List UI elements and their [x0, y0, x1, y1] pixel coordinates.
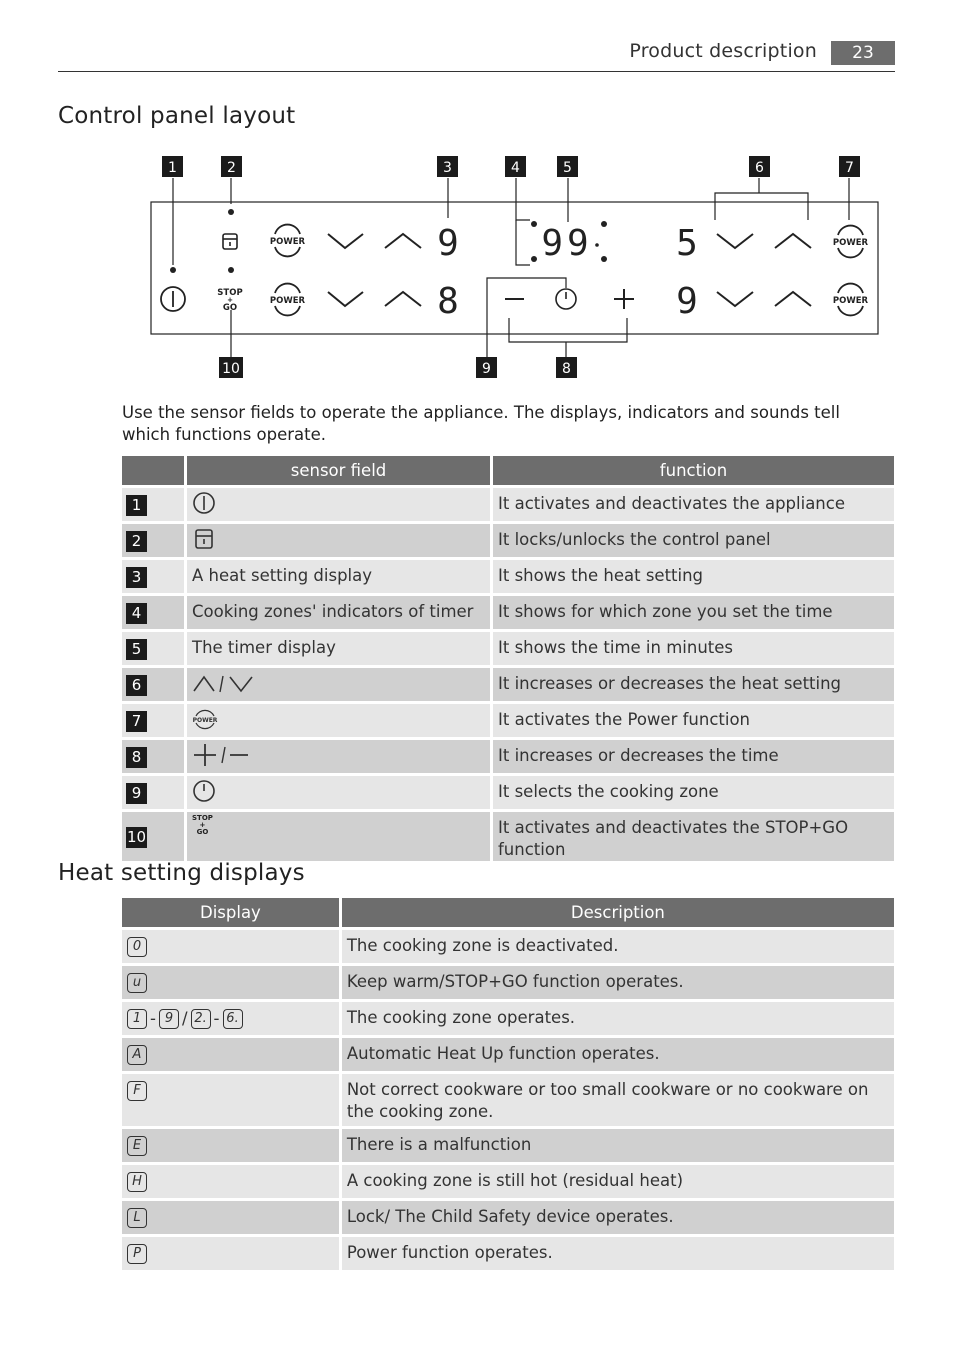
heat-setting-table: [119, 895, 897, 1273]
row-number: 4: [122, 596, 184, 629]
table-row: [122, 524, 894, 557]
display-cell: [122, 1165, 339, 1198]
table-row: [122, 1165, 894, 1198]
display-symbol: 0: [127, 937, 147, 957]
function-cell: It activates and deactivates the STOP+GO function: [493, 812, 894, 861]
power-icon-top-right: [833, 226, 869, 258]
power-function-icon: [192, 708, 218, 727]
lock-icon: [192, 529, 216, 548]
callout-6-label: 6: [755, 160, 764, 176]
row-number: 6: [122, 668, 184, 701]
section-title-heat-setting: Heat setting displays: [58, 860, 305, 886]
table-row: [122, 488, 894, 521]
function-cell: It selects the cooking zone: [493, 776, 894, 809]
zone-select-icon: [556, 289, 576, 309]
up-arrow-icon: [775, 292, 811, 306]
function-cell: It locks/unlocks the control panel: [493, 524, 894, 557]
table-header-function: function: [493, 456, 894, 485]
table-row: [122, 1237, 894, 1270]
callout-3-label: 3: [443, 160, 452, 176]
svg-text:POWER: POWER: [269, 296, 306, 306]
display-symbol: L: [127, 1208, 147, 1228]
table-row: [122, 1129, 894, 1162]
function-cell: It activates the Power function: [493, 704, 894, 737]
svg-text:POWER: POWER: [269, 237, 306, 247]
description-cell: There is a malfunction: [342, 1129, 894, 1162]
power-icon-top-left: [270, 225, 306, 257]
intro-paragraph: Use the sensor fields to operate the appliance. The displays, indicators and sounds tell which functions operate.: [122, 403, 840, 444]
callout-1-label: 1: [168, 160, 177, 176]
down-arrow-icon: [717, 234, 753, 248]
up-arrow-icon: [385, 234, 421, 248]
display-symbol: 9: [159, 1009, 179, 1029]
sensor-field-cell: [187, 740, 490, 773]
row-number: 9: [122, 776, 184, 809]
zone-select-icon: [192, 781, 216, 800]
callout-10-label: 10: [222, 361, 240, 377]
callout-9-label: 9: [482, 361, 491, 377]
row-number: 3: [122, 560, 184, 593]
display-cell: [122, 1129, 339, 1162]
function-cell: It activates and deactivates the appliance: [493, 488, 894, 521]
section-title-control-panel: Control panel layout: [58, 103, 296, 129]
sensor-field-cell: [187, 488, 490, 521]
row-number: 8: [122, 740, 184, 773]
display-symbol: H: [127, 1172, 147, 1192]
display-cell: [122, 1074, 339, 1126]
table-row: [122, 930, 894, 963]
lock-icon: [223, 234, 237, 249]
table-row: [122, 1038, 894, 1071]
control-panel-diagram: [0, 0, 954, 390]
sensor-field-cell: Cooking zones' indicators of timer: [187, 596, 490, 629]
display-cell: [122, 930, 339, 963]
row-number: 10: [122, 812, 184, 861]
up-arrow-icon: [385, 292, 421, 306]
table-row: [122, 1201, 894, 1234]
display-cell: [122, 1201, 339, 1234]
display-cell: 1 - 9 / 2. - 6.: [122, 1002, 339, 1035]
table-row: [122, 1074, 894, 1126]
display-symbol: u: [127, 973, 147, 993]
sensor-field-cell: [187, 812, 490, 861]
plus-icon: [614, 289, 634, 309]
svg-text:+: +: [227, 296, 233, 304]
sensor-field-cell: The timer display: [187, 632, 490, 665]
description-cell: Keep warm/STOP+GO function operates.: [342, 966, 894, 999]
display-symbol: E: [127, 1136, 147, 1156]
callout-8-label: 8: [562, 361, 571, 377]
description-cell: A cooking zone is still hot (residual heat): [342, 1165, 894, 1198]
display-symbol: A: [127, 1045, 147, 1065]
function-cell: It shows the time in minutes: [493, 632, 894, 665]
heat-display-top-right: 5: [676, 223, 698, 264]
power-icon-bottom-left: [270, 284, 306, 316]
page-number: 23: [831, 41, 895, 65]
sensor-field-cell: [187, 776, 490, 809]
timer-display: 99: [541, 223, 593, 264]
power-button-icon: [192, 493, 216, 512]
description-cell: Power function operates.: [342, 1237, 894, 1270]
svg-text:STOP: STOP: [217, 288, 243, 298]
table-row: [122, 776, 894, 809]
panel-frame: [151, 202, 878, 334]
sensor-field-cell: [187, 668, 490, 701]
down-arrow-icon: [717, 292, 753, 306]
description-cell: Not correct cookware or too small cookware or no cookware on the cooking zone.: [342, 1074, 894, 1126]
table-row: [122, 966, 894, 999]
table-header-number: [122, 456, 184, 485]
down-arrow-icon: [328, 234, 363, 248]
heat-display-top-left: 9: [437, 223, 459, 264]
stop-go-icon: [217, 288, 242, 313]
heat-display-bottom-left: 8: [437, 281, 459, 322]
sensor-field-cell: [187, 704, 490, 737]
function-cell: It shows the heat setting: [493, 560, 894, 593]
row-number: 5: [122, 632, 184, 665]
function-cell: It increases or decreases the heat setting: [493, 668, 894, 701]
display-symbol: F: [127, 1081, 147, 1101]
description-cell: The cooking zone is deactivated.: [342, 930, 894, 963]
power-icon-bottom-right: [833, 284, 869, 316]
table-header-display: Display: [122, 898, 339, 927]
description-cell: The cooking zone operates.: [342, 1002, 894, 1035]
plus-minus-icon: [192, 745, 252, 764]
display-symbol: P: [127, 1244, 147, 1264]
sensor-field-table: [119, 453, 897, 864]
up-down-arrows-icon: [192, 673, 256, 692]
table-row: [122, 704, 894, 737]
callout-5-label: 5: [563, 160, 572, 176]
description-cell: Lock/ The Child Safety device operates.: [342, 1201, 894, 1234]
display-cell: [122, 1237, 339, 1270]
table-row: [122, 668, 894, 701]
row-number: 7: [122, 704, 184, 737]
header-title: Product description: [629, 40, 817, 62]
down-arrow-icon: [328, 292, 363, 306]
callout-7-label: 7: [845, 160, 854, 176]
display-symbol: 2.: [191, 1009, 211, 1029]
power-button-icon: [161, 287, 185, 311]
display-symbol: 1: [127, 1009, 147, 1029]
table-header-description: Description: [342, 898, 894, 927]
svg-text:GO: GO: [222, 303, 238, 313]
table-row: [122, 740, 894, 773]
sensor-field-cell: A heat setting display: [187, 560, 490, 593]
sensor-field-cell: [187, 524, 490, 557]
display-cell: [122, 1038, 339, 1071]
function-cell: It shows for which zone you set the time: [493, 596, 894, 629]
description-cell: Automatic Heat Up function operates.: [342, 1038, 894, 1071]
svg-text:POWER: POWER: [192, 716, 218, 724]
table-header-sensor-field: sensor field: [187, 456, 490, 485]
function-cell: It increases or decreases the time: [493, 740, 894, 773]
table-row: [122, 812, 894, 861]
row-number: 2: [122, 524, 184, 557]
up-arrow-icon: [775, 234, 811, 248]
table-row: [122, 1002, 894, 1035]
svg-text:POWER: POWER: [832, 296, 869, 306]
callout-4-label: 4: [511, 160, 520, 176]
svg-text:POWER: POWER: [832, 238, 869, 248]
table-row: [122, 596, 894, 629]
display-cell: [122, 966, 339, 999]
display-symbol: 6.: [223, 1009, 243, 1029]
table-row: [122, 632, 894, 665]
callout-2-label: 2: [227, 160, 236, 176]
stop-go-icon: STOP + GO: [192, 814, 213, 836]
row-number: 1: [122, 488, 184, 521]
table-row: [122, 560, 894, 593]
heat-display-bottom-right: 9: [676, 281, 698, 322]
